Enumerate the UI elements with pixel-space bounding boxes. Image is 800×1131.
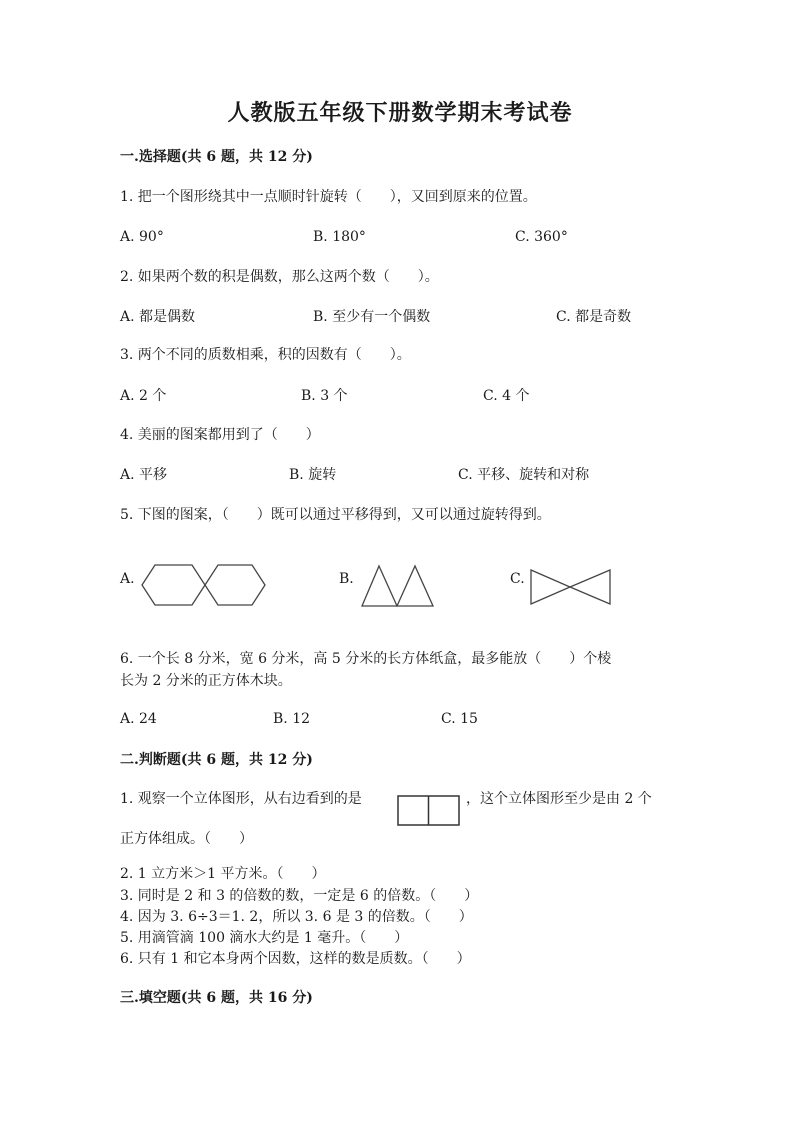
question-text: 3. 两个不同的质数相乘，积的因数有（ ）。 <box>120 347 411 363</box>
option-a[interactable]: A. 2 个 <box>120 388 167 404</box>
option-a[interactable]: A. 都是偶数 <box>120 309 196 325</box>
option-a[interactable]: A. 90° <box>120 229 164 245</box>
question-text-continued: 长为 2 分米的正方体木块。 <box>120 673 292 689</box>
section-heading-true-false: 二.判断题(共 6 题，共 12 分) <box>120 752 313 768</box>
option-b[interactable]: B. 12 <box>273 711 311 727</box>
option-b[interactable]: B. 旋转 <box>289 467 337 483</box>
two-squares-view-figure <box>397 795 461 827</box>
option-b[interactable]: B. <box>339 571 354 587</box>
question-text: 4. 因为 3. 6÷3＝1. 2，所以 3. 6 是 3 的倍数。（ ） <box>120 909 473 925</box>
question-text-continued: 正方体组成。（ ） <box>120 831 253 847</box>
section-heading-choice: 一.选择题(共 6 题，共 12 分) <box>120 149 313 165</box>
bowtie-figure <box>529 568 613 606</box>
question-text: 2. 如果两个数的积是偶数，那么这两个数（ ）。 <box>120 269 439 285</box>
option-b[interactable]: B. 3 个 <box>301 388 348 404</box>
question-text: 2. 1 立方米＞1 平方米。（ ） <box>120 866 326 882</box>
question-text: 1. 观察一个立体图形，从右边看到的是 <box>120 791 362 807</box>
option-a[interactable]: A. 平移 <box>120 467 168 483</box>
option-a[interactable]: A. 24 <box>120 711 157 727</box>
page-title: 人教版五年级下册数学期末考试卷 <box>227 100 573 126</box>
option-c[interactable]: C. 都是奇数 <box>556 309 632 325</box>
option-c[interactable]: C. 4 个 <box>483 388 530 404</box>
question-text: 3. 同时是 2 和 3 的倍数的数，一定是 6 的倍数。（ ） <box>120 888 479 904</box>
option-c[interactable]: C. <box>510 571 525 587</box>
option-c[interactable]: C. 360° <box>515 229 568 245</box>
question-text-continued: ，这个立体图形至少是由 2 个 <box>466 791 652 807</box>
option-b[interactable]: B. 180° <box>313 229 366 245</box>
question-text: 6. 一个长 8 分米，宽 6 分米，高 5 分米的长方体纸盒，最多能放（ ）个棱 <box>120 651 612 667</box>
two-triangles-figure <box>360 563 436 609</box>
question-text: 5. 用滴管滴 100 滴水大约是 1 毫升。（ ） <box>120 930 409 946</box>
question-text: 4. 美丽的图案都用到了（ ） <box>120 427 320 443</box>
option-c[interactable]: C. 15 <box>441 711 478 727</box>
question-text: 5. 下图的图案，（ ）既可以通过平移得到，又可以通过旋转得到。 <box>120 507 551 523</box>
section-heading-fill-blank: 三.填空题(共 6 题，共 16 分) <box>120 990 313 1006</box>
option-a[interactable]: A. <box>120 571 135 587</box>
option-c[interactable]: C. 平移、旋转和对称 <box>458 467 590 483</box>
question-text: 1. 把一个图形绕其中一点顺时针旋转（ ），又回到原来的位置。 <box>120 189 537 205</box>
two-hexagons-figure <box>140 562 268 608</box>
question-text: 6. 只有 1 和它本身两个因数，这样的数是质数。（ ） <box>120 951 471 967</box>
option-b[interactable]: B. 至少有一个偶数 <box>313 309 431 325</box>
